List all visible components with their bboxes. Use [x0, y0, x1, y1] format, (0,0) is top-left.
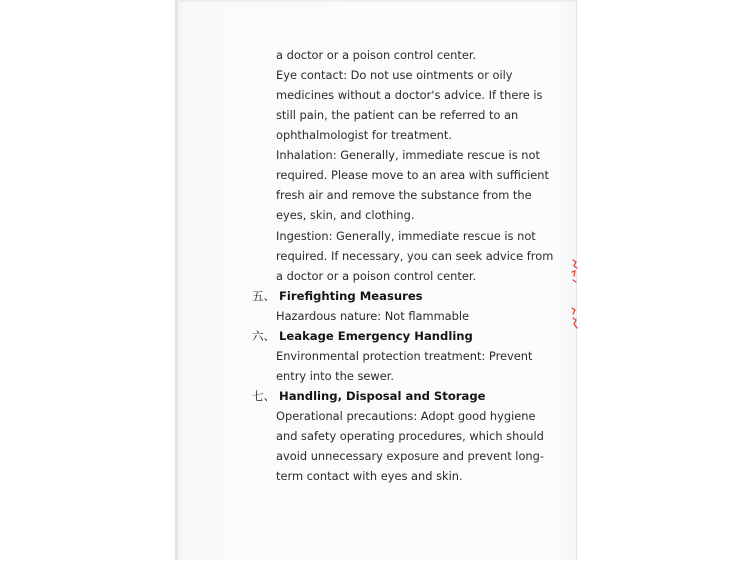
section-heading-firefighting: [252, 288, 423, 304]
section-heading-leakage: [252, 328, 473, 344]
body-line: Environmental protection treatment: Prevent: [276, 349, 533, 363]
section-title: Leakage Emergency Handling: [279, 329, 473, 343]
body-line: term contact with eyes and skin.: [276, 469, 463, 483]
body-line: avoid unnecessary exposure and prevent long-: [276, 449, 544, 463]
body-line: ophthalmologist for treatment.: [276, 128, 452, 142]
body-line: Eye contact: Do not use ointments or oily: [276, 68, 513, 82]
section-number: 七、: [252, 389, 276, 403]
body-line: and safety operating procedures, which should: [276, 429, 544, 443]
body-line: fresh air and remove the substance from the: [276, 188, 532, 202]
document-page: [175, 0, 577, 560]
section-title: Firefighting Measures: [279, 289, 423, 303]
section-heading-handling: [252, 388, 486, 404]
section-title: Handling, Disposal and Storage: [279, 389, 486, 403]
body-line: Hazardous nature: Not flammable: [276, 309, 470, 323]
body-line: entry into the sewer.: [276, 369, 395, 383]
body-line: required. Please move to an area with sufficient: [276, 168, 549, 182]
body-line: medicines without a doctor's advice. If there is: [276, 88, 543, 102]
body-line: a doctor or a poison control center.: [276, 269, 477, 283]
body-line: Inhalation: Generally, immediate rescue is not: [276, 148, 540, 162]
body-line: Ingestion: Generally, immediate rescue is not: [276, 229, 536, 243]
body-line: still pain, the patient can be referred to an: [276, 108, 519, 122]
section-number: 五、: [252, 289, 276, 303]
section-number: 六、: [252, 329, 276, 343]
body-line: eyes, skin, and clothing.: [276, 208, 415, 222]
body-line: required. If necessary, you can seek advice from: [276, 249, 554, 263]
red-seal-stamp: [571, 258, 579, 332]
page-edge-shadow: [175, 0, 577, 3]
body-line: a doctor or a poison control center.: [276, 48, 477, 62]
body-line: Operational precautions: Adopt good hygiene: [276, 409, 536, 423]
